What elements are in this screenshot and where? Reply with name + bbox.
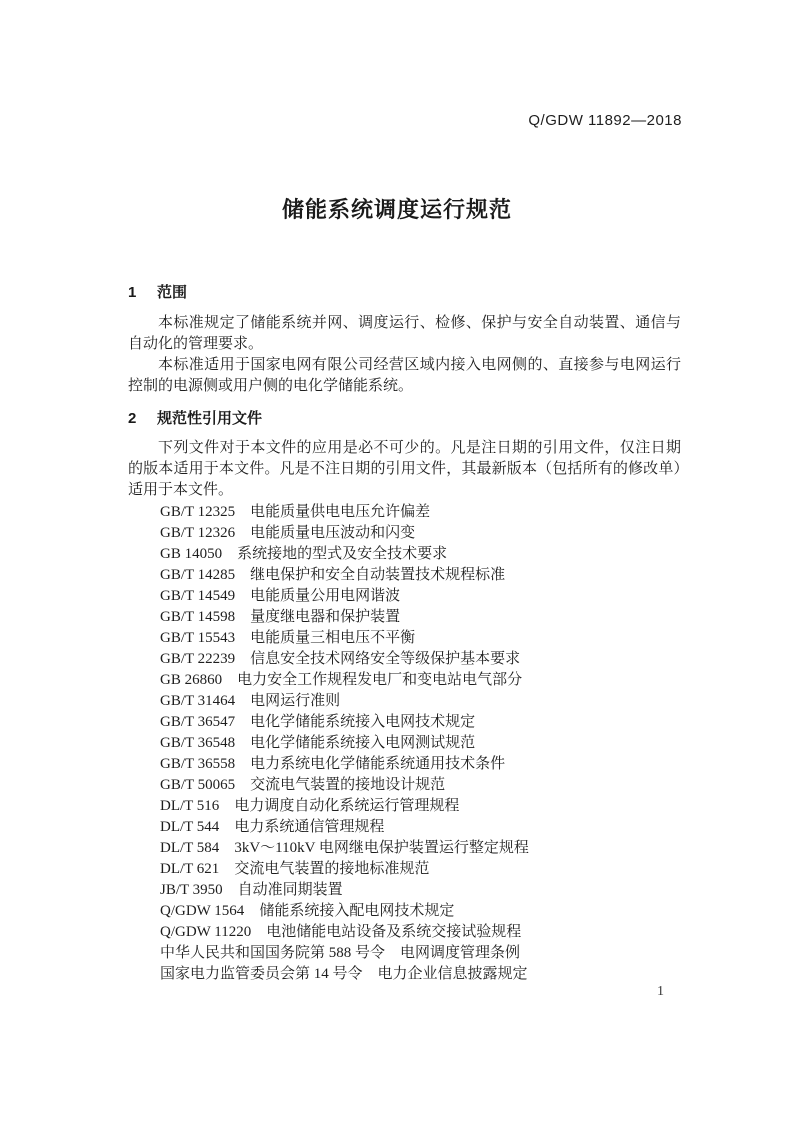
scope-paragraph-1: 本标准规定了储能系统并网、调度运行、检修、保护与安全自动装置、通信与自动化的管理要求。 bbox=[128, 315, 681, 352]
reference-code: DL/T 621 bbox=[160, 861, 220, 877]
reference-code: GB/T 14598 bbox=[160, 609, 236, 625]
reference-title: 电化学储能系统接入电网测试规范 bbox=[250, 735, 476, 751]
reference-item bbox=[128, 649, 681, 670]
reference-title: 继电保护和安全自动装置技术规程标准 bbox=[250, 567, 506, 583]
reference-item bbox=[128, 943, 681, 964]
reference-title: 电力安全工作规程发电厂和变电站电气部分 bbox=[237, 672, 523, 688]
reference-item bbox=[128, 607, 681, 628]
reference-code: GB/T 12326 bbox=[160, 525, 236, 541]
reference-title: 电力企业信息披露规定 bbox=[377, 966, 528, 982]
reference-item bbox=[128, 544, 681, 565]
reference-item bbox=[128, 901, 681, 922]
reference-code: GB/T 31464 bbox=[160, 693, 236, 709]
reference-item bbox=[128, 733, 681, 754]
references-list bbox=[128, 502, 681, 985]
reference-title: 电力系统电化学储能系统通用技术条件 bbox=[250, 756, 506, 772]
reference-item bbox=[128, 838, 681, 859]
reference-item bbox=[128, 880, 681, 901]
reference-title: 电能质量公用电网谐波 bbox=[250, 588, 401, 604]
reference-title: 交流电气装置的接地标准规范 bbox=[234, 861, 430, 877]
reference-code: GB/T 12325 bbox=[160, 504, 236, 520]
reference-item bbox=[128, 565, 681, 586]
section-number: 1 bbox=[128, 284, 137, 301]
section-heading-scope bbox=[128, 282, 681, 303]
reference-item bbox=[128, 586, 681, 607]
reference-code: GB/T 14285 bbox=[160, 567, 236, 583]
reference-title: 电能质量电压波动和闪变 bbox=[250, 525, 416, 541]
reference-title: 量度继电器和保护装置 bbox=[250, 609, 401, 625]
reference-item bbox=[128, 964, 681, 985]
reference-item bbox=[128, 502, 681, 523]
reference-code: Q/GDW 1564 bbox=[160, 903, 245, 919]
page-number: 1 bbox=[657, 984, 664, 999]
reference-title: 电网运行准则 bbox=[250, 693, 341, 709]
standard-number-header: Q/GDW 11892—2018 bbox=[528, 112, 682, 129]
reference-title: 信息安全技术网络安全等级保护基本要求 bbox=[250, 651, 521, 667]
reference-code: GB/T 36558 bbox=[160, 756, 236, 772]
reference-code: GB/T 50065 bbox=[160, 777, 236, 793]
reference-code: JB/T 3950 bbox=[160, 882, 223, 898]
reference-title: 自动准同期装置 bbox=[237, 882, 343, 898]
scope-paragraph-2: 本标准适用于国家电网有限公司经营区域内接入电网侧的、直接参与电网运行控制的电源侧或用户侧的电化学储能系统。 bbox=[128, 357, 681, 394]
reference-item bbox=[128, 670, 681, 691]
document-title: 储能系统调度运行规范 bbox=[281, 197, 512, 222]
reference-code: 国家电力监管委员会第 14 号令 bbox=[160, 966, 363, 982]
reference-title: 储能系统接入配电网技术规定 bbox=[259, 903, 455, 919]
reference-code: GB/T 36547 bbox=[160, 714, 236, 730]
reference-title: 3kV～110kV 电网继电保护装置运行整定规程 bbox=[234, 840, 529, 856]
reference-title: 电池储能电站设备及系统交接试验规程 bbox=[266, 924, 522, 940]
reference-title: 电化学储能系统接入电网技术规定 bbox=[250, 714, 476, 730]
reference-item bbox=[128, 775, 681, 796]
reference-title: 电网调度管理条例 bbox=[400, 945, 521, 961]
reference-code: DL/T 584 bbox=[160, 840, 220, 856]
reference-item bbox=[128, 712, 681, 733]
reference-title: 电力调度自动化系统运行管理规程 bbox=[234, 798, 460, 814]
reference-code: 中华人民共和国国务院第 588 号令 bbox=[160, 945, 386, 961]
reference-title: 电力系统通信管理规程 bbox=[234, 819, 385, 835]
reference-item bbox=[128, 754, 681, 775]
reference-title: 电能质量三相电压不平衡 bbox=[250, 630, 416, 646]
reference-item bbox=[128, 922, 681, 943]
section-number: 2 bbox=[128, 410, 137, 427]
reference-code: GB/T 22239 bbox=[160, 651, 236, 667]
reference-item bbox=[128, 523, 681, 544]
reference-item bbox=[128, 817, 681, 838]
reference-title: 系统接地的型式及安全技术要求 bbox=[237, 546, 448, 562]
section-heading-normative-references bbox=[128, 408, 681, 429]
reference-code: DL/T 516 bbox=[160, 798, 220, 814]
reference-title: 交流电气装置的接地设计规范 bbox=[250, 777, 446, 793]
section-title: 范围 bbox=[157, 284, 188, 301]
reference-code: GB 14050 bbox=[160, 546, 223, 562]
reference-code: Q/GDW 11220 bbox=[160, 924, 252, 940]
reference-code: GB/T 14549 bbox=[160, 588, 236, 604]
reference-code: DL/T 544 bbox=[160, 819, 220, 835]
reference-item bbox=[128, 796, 681, 817]
section-title: 规范性引用文件 bbox=[157, 410, 263, 427]
reference-code: GB 26860 bbox=[160, 672, 223, 688]
reference-item bbox=[128, 691, 681, 712]
normative-references-intro-paragraph: 下列文件对于本文件的应用是必不可少的。凡是注日期的引用文件，仅注日期的版本适用于本文件。凡是不注日期的引用文件，其最新版本（包括所有的修改单）适用于本文件。 bbox=[128, 440, 681, 498]
reference-code: GB/T 15543 bbox=[160, 630, 236, 646]
reference-code: GB/T 36548 bbox=[160, 735, 236, 751]
reference-item bbox=[128, 859, 681, 880]
document-body bbox=[128, 282, 681, 985]
reference-title: 电能质量供电电压允许偏差 bbox=[250, 504, 431, 520]
reference-item bbox=[128, 628, 681, 649]
